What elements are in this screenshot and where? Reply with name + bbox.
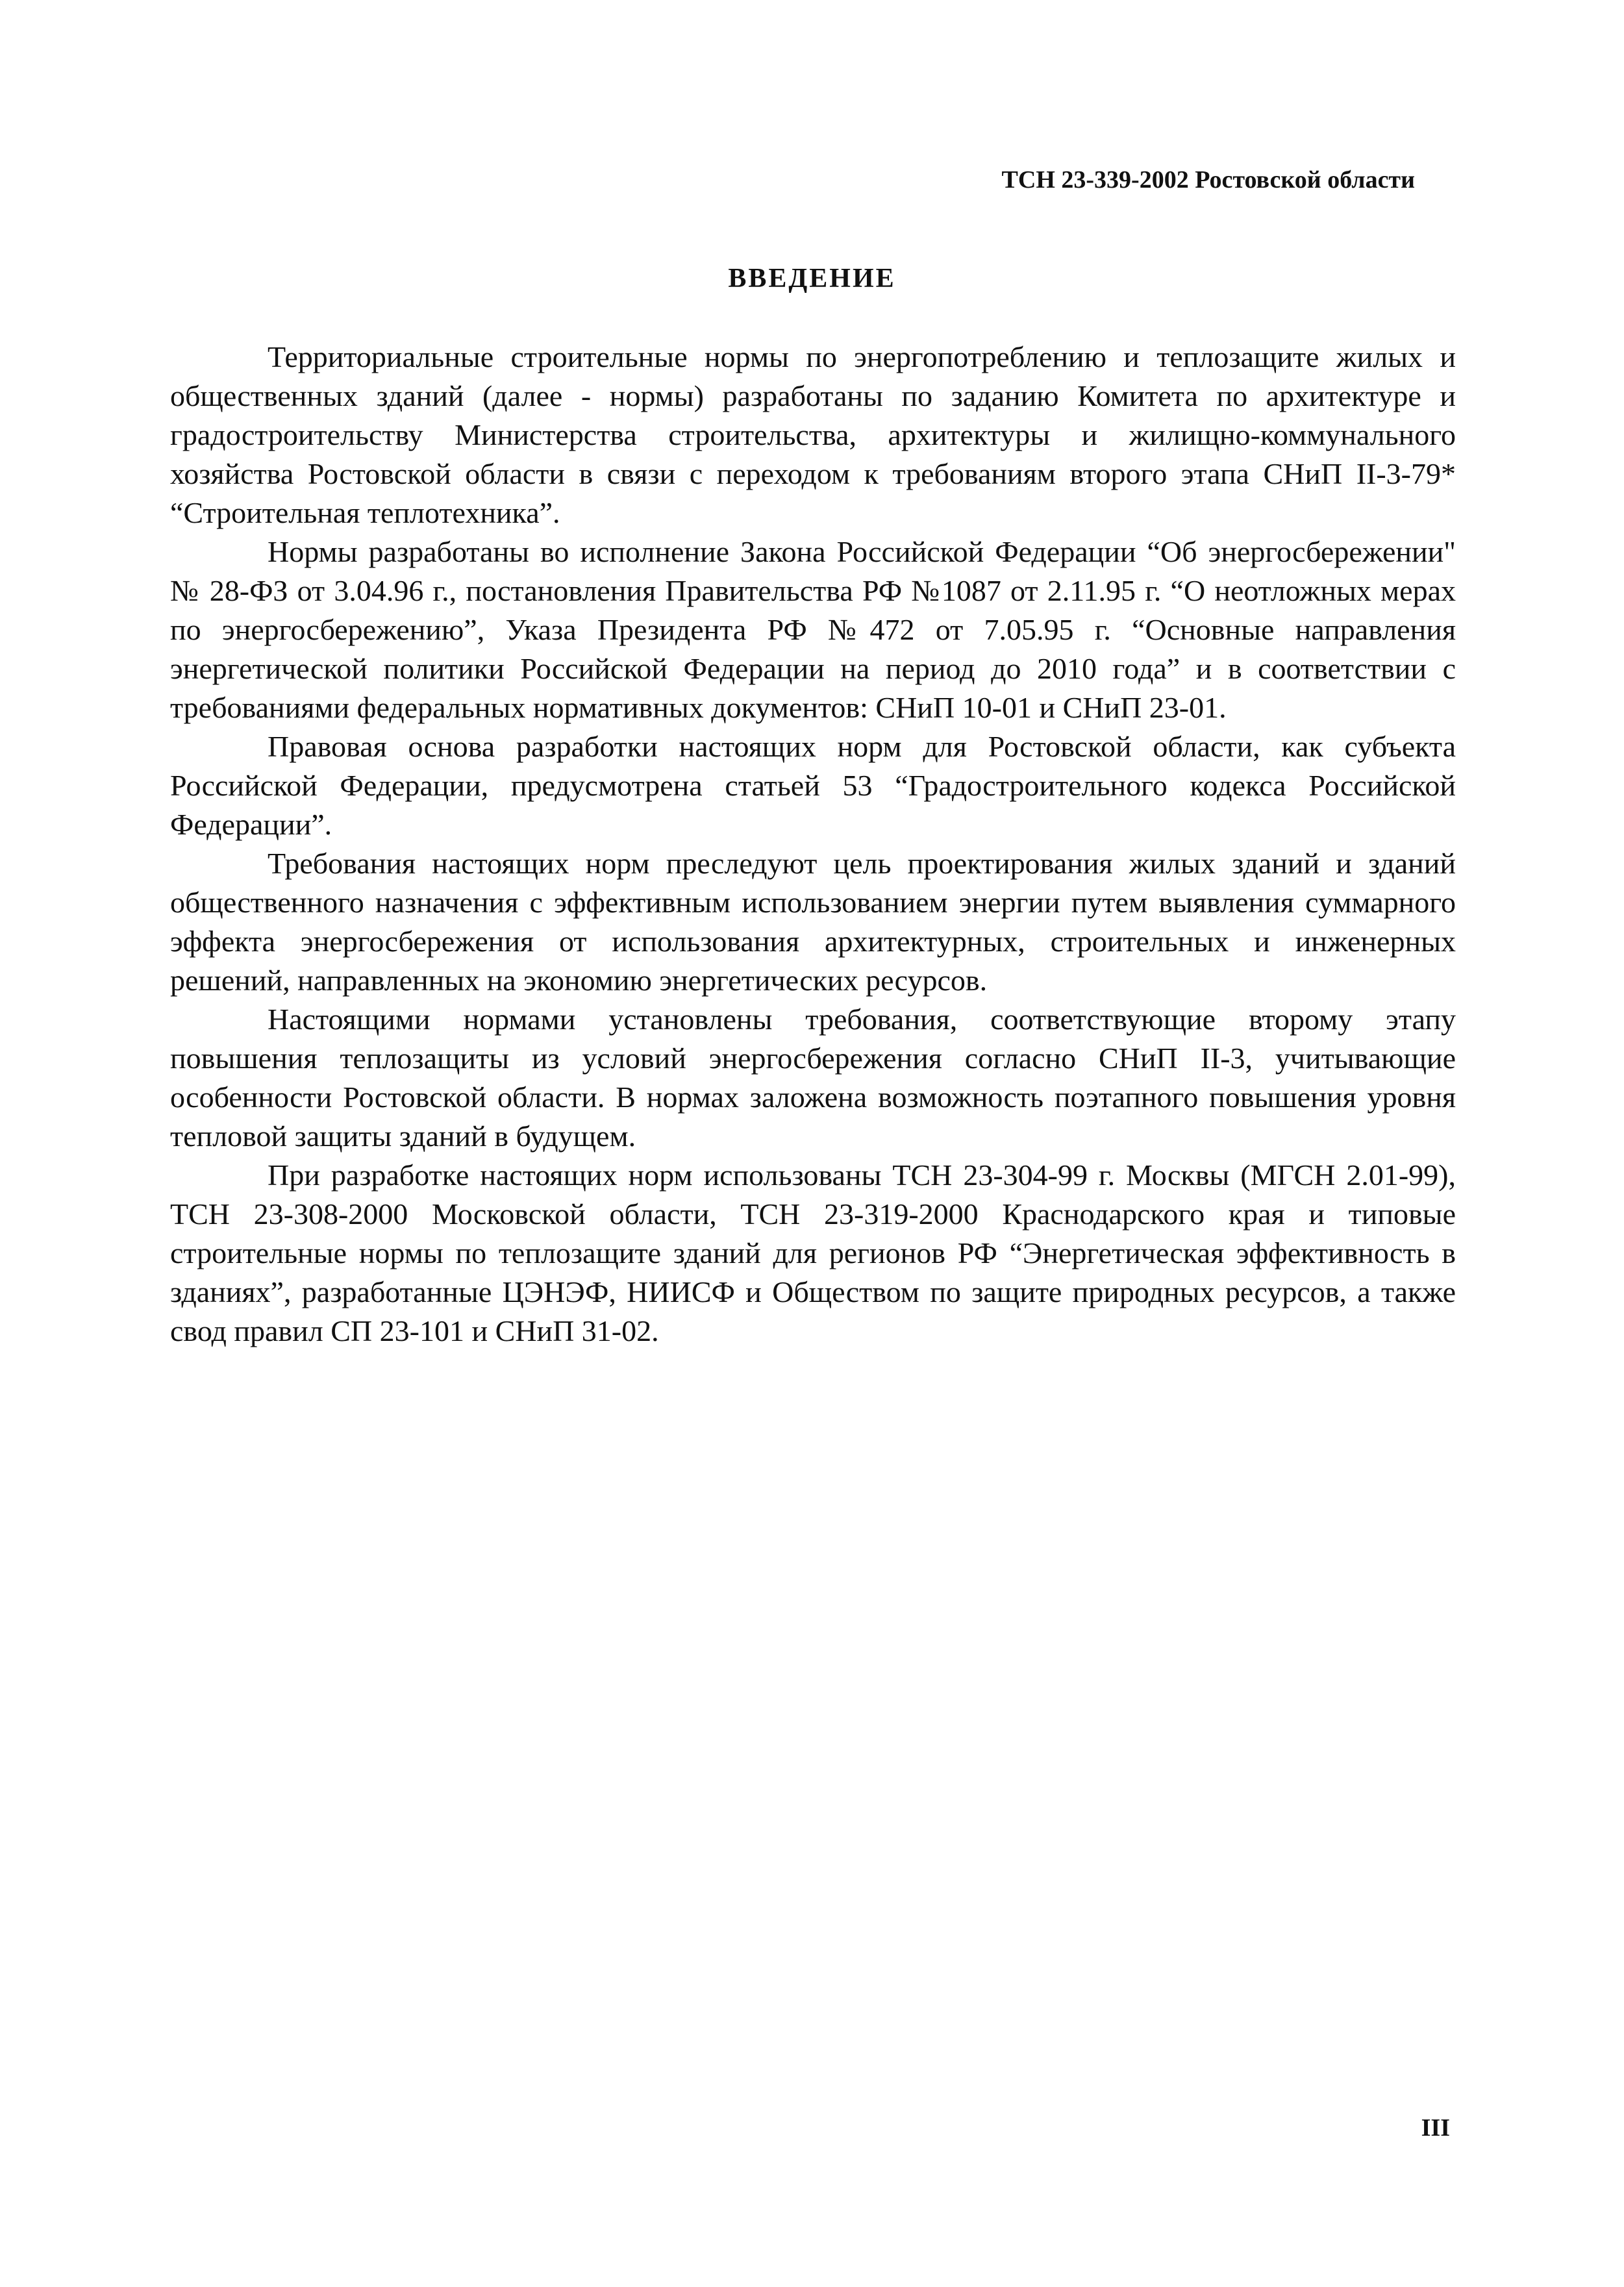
- paragraph-sources-used: При разработке настоящих норм использованы ТСН 23-304-99 г. Москвы (МГСН 2.01-99), ТСН 23-308-2000 Московской области, ТСН 23-319-2000 Краснодарского края и типовые строительные нормы по теплозащите зданий для регионов РФ “Энергетическая эффективность в зданиях”, разработанные ЦЭНЭФ, НИИСФ и Обществом по защите природных ресурсов, а также свод правил СП 23-101 и СНиП 31-02.: [170, 1158, 1456, 1347]
- paragraph-legal-basis: Нормы разработаны во исполнение Закона Российской Федерации “Об энергосбережении" № 28-ФЗ от 3.04.96 г., постановления Правительства РФ №1087 от 2.11.95 г. “О неотложных мерах по энергосбережению”, Указа Президента РФ №472 от 7.05.95 г. “Основные направления энергетической политики Российской Федерации на период до 2010 года” и в соответствии с требованиями федеральных нормативных документов: СНиП 10-01 и СНиП 23-01.: [170, 535, 1456, 724]
- document-code-header: ТСН 23-339-2002 Ростовской области: [1001, 166, 1415, 194]
- paragraph-requirements-stage: Настоящими нормами установлены требования, соответствующие второму этапу повышения теплозащиты из условий энергосбережения согласно СНиП II-3, учитывающие особенности Ростовской области. В нормах заложена возможность поэтапного повышения уровня тепловой защиты зданий в будущем.: [170, 1003, 1456, 1153]
- paragraph-intro: Территориальные строительные нормы по энергопотреблению и теплозащите жилых и общественных зданий (далее - нормы) разработаны по заданию Комитета по архитектуре и градостроительству Министерства строительства, архитектуры и жилищно-коммунального хозяйства Ростовской области в связи с переходом к требованиям второго этапа СНиП II-3-79* “Строительная теплотехника”.: [170, 340, 1456, 529]
- paragraph-legal-foundation: Правовая основа разработки настоящих норм для Ростовской области, как субъекта Российской Федерации, предусмотрена статьей 53 “Градостроительного кодекса Российской Федерации”.: [170, 730, 1456, 841]
- page-number: III: [1421, 2114, 1450, 2142]
- document-body: [170, 338, 1456, 1351]
- paragraph-requirements-goal: Требования настоящих норм преследуют цель проектирования жилых зданий и зданий общественного назначения с эффективным использованием энергии путем выявления суммарного эффекта энергосбережения от использования архитектурных, строительных и инженерных решений, направленных на экономию энергетических ресурсов.: [170, 847, 1456, 997]
- section-title: ВВЕДЕНИЕ: [728, 264, 896, 294]
